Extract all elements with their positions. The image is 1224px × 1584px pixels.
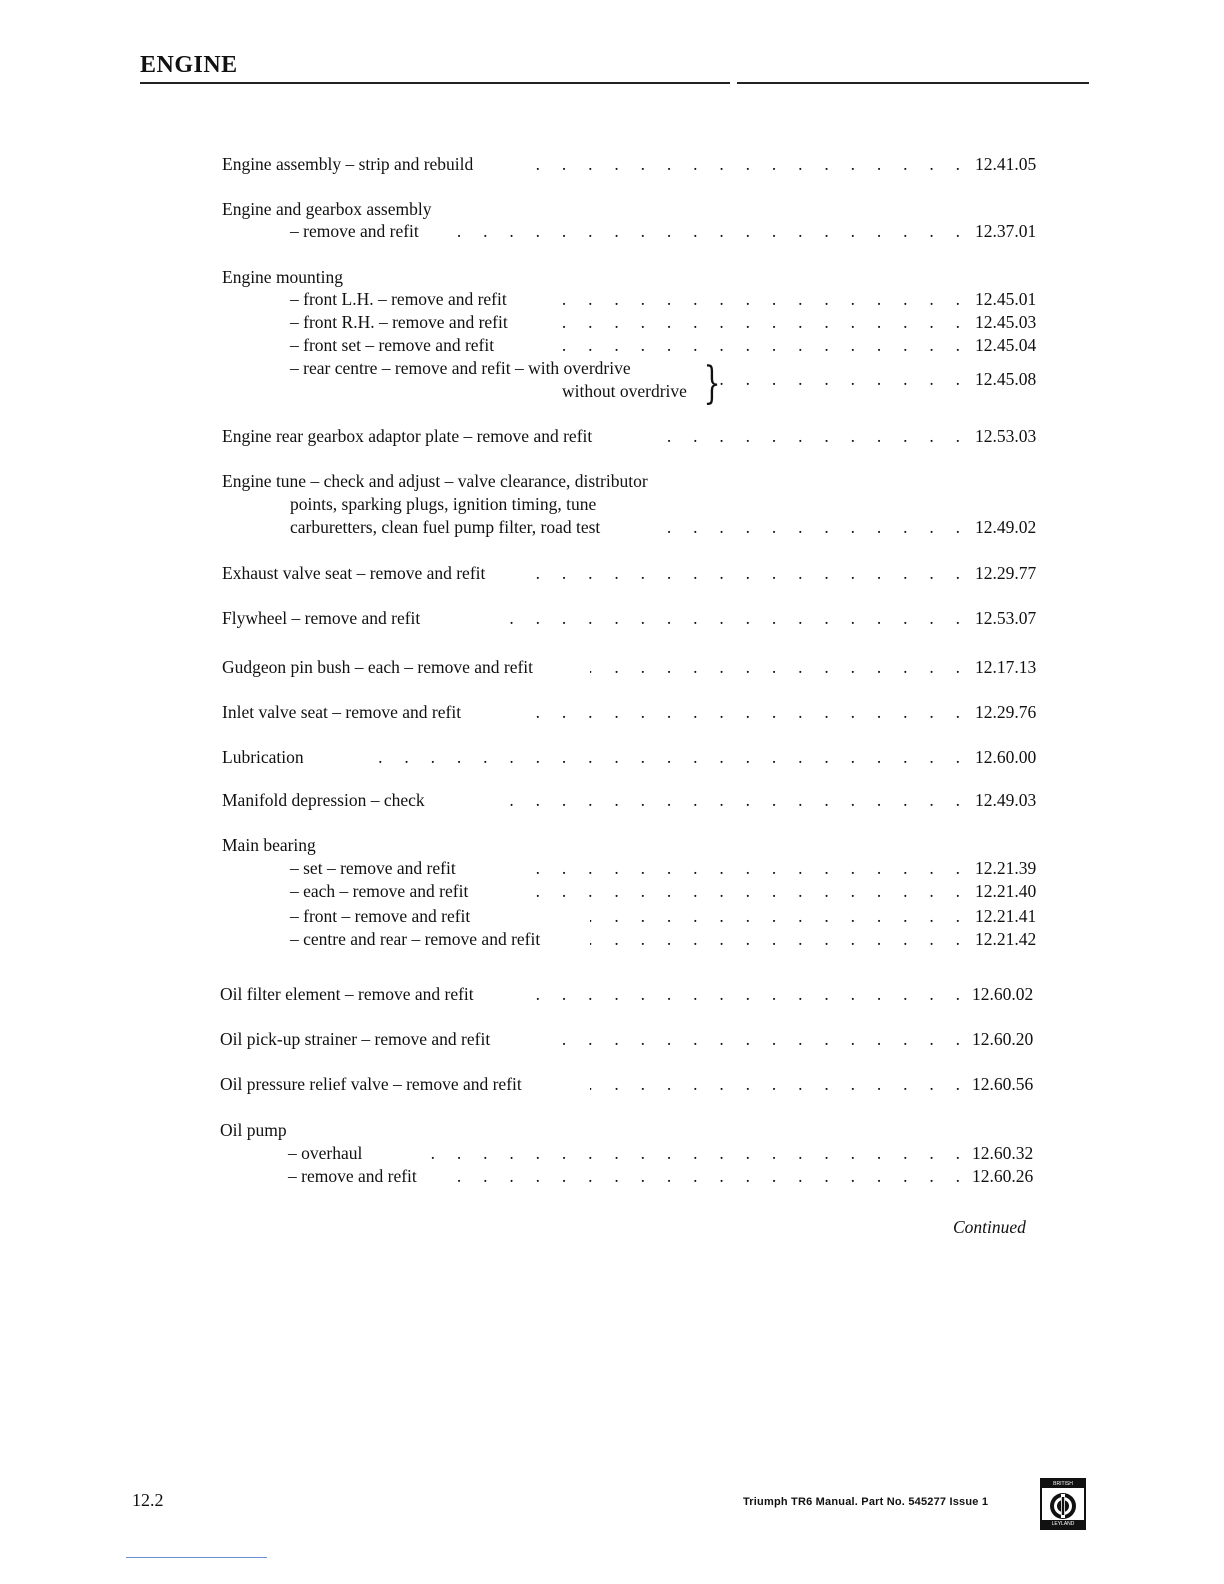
entry-ref: 12.37.01: [975, 221, 1037, 241]
entry-sub-label: – front set – remove and refit: [290, 335, 495, 355]
entry-title: Manifold depression – check: [222, 790, 425, 810]
entry-ref: 12.45.08: [975, 369, 1037, 389]
entry-title: Engine tune – check and adjust – valve clearance, distributor: [222, 471, 648, 491]
entry-ref: 12.29.77: [975, 563, 1037, 583]
dot-leader: [355, 746, 960, 768]
continued-note: Continued: [953, 1217, 1026, 1237]
entry-sub-label: – centre and rear – remove and refit: [290, 929, 541, 949]
dot-leader: [590, 905, 960, 927]
dot-leader: [525, 562, 960, 584]
entry-ref: 12.60.56: [972, 1074, 1034, 1094]
entry-title: Oil filter element – remove and refit: [220, 984, 474, 1004]
entry-sub-label: – set – remove and refit: [290, 858, 456, 878]
entry-title: Oil pump: [220, 1120, 287, 1140]
entry-title: Flywheel – remove and refit: [222, 608, 421, 628]
logo-top-text: BRITISH: [1042, 1480, 1084, 1488]
dot-leader: [590, 1073, 960, 1095]
entry-ref: 12.21.39: [975, 858, 1037, 878]
dot-leader: [560, 311, 960, 333]
dot-leader: [660, 516, 960, 538]
entry-ref: 12.41.05: [975, 154, 1037, 174]
dot-leader: [415, 1142, 960, 1164]
entry-ref: 12.60.26: [972, 1166, 1034, 1186]
entry-sub-label: – overhaul: [288, 1143, 363, 1163]
logo-bottom-text: LEYLAND: [1042, 1520, 1084, 1528]
dot-leader: [450, 1165, 960, 1187]
manual-reference: Triumph TR6 Manual. Part No. 545277 Issue 1: [743, 1496, 989, 1508]
entry-title: Exhaust valve seat – remove and refit: [222, 563, 486, 583]
entry-ref: 12.53.03: [975, 426, 1037, 446]
entry-title: Gudgeon pin bush – each – remove and refit: [222, 657, 534, 677]
entry-sub-label: – rear centre – remove and refit – with overdrive: [290, 358, 631, 378]
dot-leader: [525, 983, 960, 1005]
dot-leader: [525, 880, 960, 902]
entry-sub-label: – each – remove and refit: [290, 881, 469, 901]
dot-leader: [525, 701, 960, 723]
entry-ref: 12.29.76: [975, 702, 1037, 722]
entry-ref: 12.45.03: [975, 312, 1037, 332]
entry-ref: 12.60.32: [972, 1143, 1034, 1163]
entry-title: Engine and gearbox assembly: [222, 199, 432, 219]
entry-sub-label-secondary: without overdrive: [562, 381, 687, 401]
entry-ref: 12.60.20: [972, 1029, 1034, 1049]
dot-leader: [525, 857, 960, 879]
entry-sub-label: – front – remove and refit: [290, 906, 471, 926]
dot-leader: [555, 1028, 960, 1050]
entry-ref: 12.45.01: [975, 289, 1037, 309]
entry-ref: 12.49.02: [975, 517, 1037, 537]
entry-title: Oil pressure relief valve – remove and refit: [220, 1074, 522, 1094]
dot-leader: [560, 288, 960, 310]
entry-ref: 12.21.41: [975, 906, 1037, 926]
entry-continuation: points, sparking plugs, ignition timing, tune: [290, 494, 597, 514]
entry-sub-label: – remove and refit: [288, 1166, 417, 1186]
entry-title: Lubrication: [222, 747, 304, 767]
entry-title: Engine mounting: [222, 267, 344, 287]
entry-title: Main bearing: [222, 835, 316, 855]
entry-continuation: carburetters, clean fuel pump filter, road test: [290, 517, 601, 537]
leyland-emblem-icon: [1048, 1491, 1078, 1521]
entry-sub-label: – front L.H. – remove and refit: [290, 289, 507, 309]
dot-leader: [590, 656, 960, 678]
entry-title: Engine rear gearbox adaptor plate – remove and refit: [222, 426, 593, 446]
entry-ref: 12.45.04: [975, 335, 1037, 355]
entry-ref: 12.60.02: [972, 984, 1034, 1004]
entry-title: Oil pick-up strainer – remove and refit: [220, 1029, 491, 1049]
dot-leader: [520, 153, 960, 175]
entry-ref: 12.21.42: [975, 929, 1037, 949]
dot-leader: [590, 928, 960, 950]
dot-leader: [490, 789, 960, 811]
entry-ref: 12.60.00: [975, 747, 1037, 767]
entry-ref: 12.17.13: [975, 657, 1037, 677]
dot-leader: [490, 607, 960, 629]
entry-sub-label: – remove and refit: [290, 221, 419, 241]
dot-leader: [450, 220, 960, 242]
page-title: ENGINE: [140, 52, 238, 78]
brace-symbol: }: [703, 358, 721, 409]
entry-ref: 12.21.40: [975, 881, 1037, 901]
entry-ref: 12.49.03: [975, 790, 1037, 810]
entry-sub-label: – front R.H. – remove and refit: [290, 312, 508, 332]
page-number: 12.2: [132, 1490, 164, 1510]
dot-leader: [660, 425, 960, 447]
entry-ref: 12.53.07: [975, 608, 1037, 628]
entry-title: Inlet valve seat – remove and refit: [222, 702, 462, 722]
bottom-divider: [126, 1557, 267, 1558]
dot-leader: [720, 368, 960, 390]
entry-title: Engine assembly – strip and rebuild: [222, 154, 474, 174]
british-leyland-logo: [1040, 1478, 1086, 1530]
dot-leader: [560, 334, 960, 356]
